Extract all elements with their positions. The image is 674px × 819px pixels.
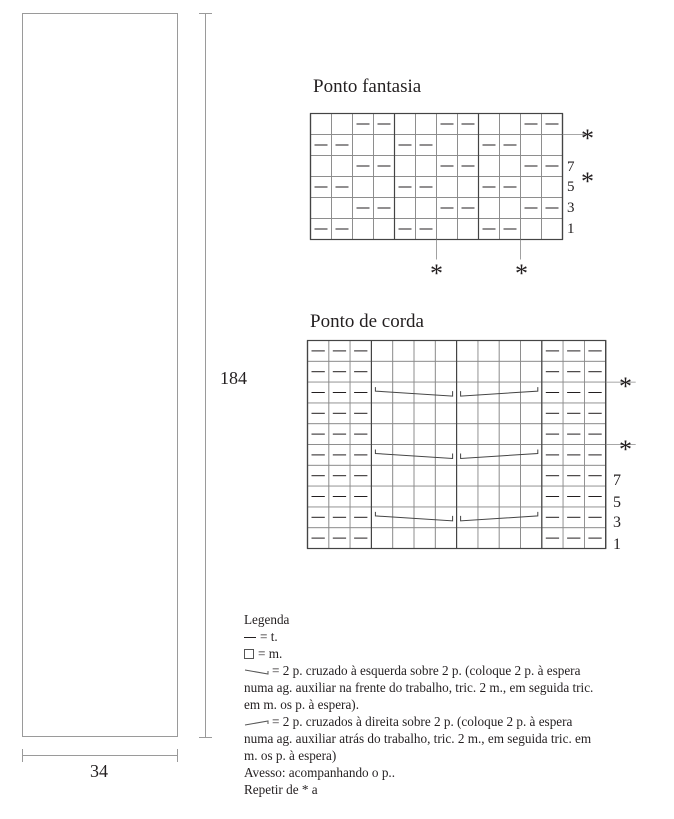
chart2-row-7: 7 <box>613 472 621 489</box>
grid-cell <box>435 507 456 528</box>
grid-cell <box>500 114 521 135</box>
grid-cell <box>521 341 542 362</box>
chart1-grid <box>300 105 610 288</box>
grid-cell <box>416 198 437 219</box>
legend-repetir: Repetir de * a <box>244 782 318 797</box>
grid-cell <box>521 403 542 424</box>
grid-cell <box>435 361 456 382</box>
grid-cell <box>374 177 395 198</box>
grid-cell <box>393 361 414 382</box>
grid-cell <box>457 445 478 466</box>
purl-symbol-icon <box>244 649 254 659</box>
grid-cell <box>478 403 499 424</box>
piece-outline <box>23 14 178 737</box>
grid-cell <box>332 156 353 177</box>
legend-cross-right-line-2: numa ag. auxiliar atrás do trabalho, tric. 2 m., em seguida tric. em <box>244 731 592 746</box>
grid-cell <box>435 465 456 486</box>
chart1-row-1: 1 <box>567 221 575 237</box>
chart1-row-5: 5 <box>567 179 575 195</box>
grid-cell <box>521 528 542 549</box>
grid-cell <box>500 156 521 177</box>
chart1-row-7: 7 <box>567 159 575 175</box>
grid-cell <box>435 445 456 466</box>
grid-cell <box>521 135 542 156</box>
legend-cross-left-line-3: em m. os p. à espera). <box>244 697 359 712</box>
legend-avesso: Avesso: acompanhando o p.. <box>244 765 396 780</box>
grid-cell <box>371 486 392 507</box>
grid-cell <box>435 403 456 424</box>
chart2-row-1: 1 <box>613 536 621 553</box>
grid-cell <box>414 486 435 507</box>
grid-cell <box>395 156 416 177</box>
width-label: 34 <box>90 761 108 781</box>
grid-cell <box>393 465 414 486</box>
legend-knit-text: = t. <box>260 629 278 644</box>
grid-cell <box>311 114 332 135</box>
grid-cell <box>374 135 395 156</box>
grid-cell <box>457 341 478 362</box>
grid-cell <box>311 156 332 177</box>
legend-title: Legenda <box>244 612 290 627</box>
chart2-row-3: 3 <box>613 514 621 531</box>
grid-cell <box>457 382 478 403</box>
grid-cell <box>393 424 414 445</box>
grid-cell <box>478 382 499 403</box>
cross-right-symbol-icon <box>244 719 270 727</box>
grid-cell <box>521 465 542 486</box>
legend-cross-right-line-1: = 2 p. cruzados à direita sobre 2 p. (coloque 2 p. à espera <box>244 713 593 730</box>
chart2-star-mid: * <box>619 435 632 464</box>
grid-cell <box>393 528 414 549</box>
grid-cell <box>416 114 437 135</box>
grid-cell <box>457 361 478 382</box>
grid-cell <box>457 528 478 549</box>
grid-cell <box>371 528 392 549</box>
grid-cell <box>435 528 456 549</box>
grid-cell <box>371 465 392 486</box>
chart1-star-right-mid: * <box>581 167 594 196</box>
grid-cell <box>395 114 416 135</box>
grid-cell <box>435 486 456 507</box>
grid-cell <box>478 445 499 466</box>
chart2-star-top: * <box>619 372 632 401</box>
grid-cell <box>393 486 414 507</box>
grid-cell <box>395 198 416 219</box>
grid-cell <box>435 382 456 403</box>
grid-cell <box>371 424 392 445</box>
grid-cell <box>332 198 353 219</box>
cross-left-symbol-icon <box>244 668 270 676</box>
grid-cell <box>478 361 499 382</box>
grid-cell <box>414 465 435 486</box>
legend-purl-text: = m. <box>258 646 283 661</box>
grid-cell <box>353 219 374 240</box>
grid-cell <box>353 177 374 198</box>
chart1-star-bottom-left: * <box>430 259 443 288</box>
grid-cell <box>458 135 479 156</box>
chart2-title: Ponto de corda <box>310 311 424 332</box>
legend-knit <box>244 628 593 645</box>
grid-cell <box>414 382 435 403</box>
grid-cell <box>479 156 500 177</box>
chart1-star-bottom-right: * <box>515 259 528 288</box>
grid-cell <box>414 528 435 549</box>
grid-cell <box>311 198 332 219</box>
grid-cell <box>478 465 499 486</box>
grid-cell <box>371 403 392 424</box>
grid-cell <box>542 219 563 240</box>
legend-purl <box>244 645 593 662</box>
chart2-grid <box>300 335 640 560</box>
grid-cell <box>393 403 414 424</box>
grid-cell <box>435 341 456 362</box>
grid-cell <box>479 114 500 135</box>
grid-cell <box>457 403 478 424</box>
chart1-row-3: 3 <box>567 200 575 216</box>
grid-cell <box>414 507 435 528</box>
grid-cell <box>521 361 542 382</box>
grid-cell <box>500 198 521 219</box>
grid-cell <box>458 177 479 198</box>
grid-cell <box>478 528 499 549</box>
grid-cell <box>499 465 520 486</box>
grid-cell <box>499 486 520 507</box>
grid-cell <box>414 424 435 445</box>
grid-cell <box>521 424 542 445</box>
grid-cell <box>478 424 499 445</box>
grid-cell <box>371 341 392 362</box>
grid-cell <box>499 424 520 445</box>
grid-cell <box>521 177 542 198</box>
legend-cross-right-line-3: m. os p. à espera) <box>244 748 337 763</box>
grid-cell <box>414 403 435 424</box>
grid-cell <box>332 114 353 135</box>
grid-cell <box>499 361 520 382</box>
chart1-title: Ponto fantasia <box>313 76 422 97</box>
grid-cell <box>374 219 395 240</box>
grid-cell <box>479 198 500 219</box>
chart1-star-right-top: * <box>581 124 594 153</box>
grid-cell <box>457 424 478 445</box>
grid-cell <box>499 403 520 424</box>
legend-cross-left-line-1: = 2 p. cruzado à esquerda sobre 2 p. (coloque 2 p. à espera <box>244 662 593 679</box>
grid-cell <box>353 135 374 156</box>
knit-symbol-icon <box>244 637 256 638</box>
legend <box>244 611 593 798</box>
grid-cell <box>371 361 392 382</box>
grid-cell <box>414 341 435 362</box>
grid-cell <box>499 341 520 362</box>
grid-cell <box>393 341 414 362</box>
grid-cell <box>437 219 458 240</box>
legend-cross-left-line-2: numa ag. auxiliar na frente do trabalho, tric. 2 m., em seguida tric. <box>244 680 594 695</box>
grid-cell <box>437 135 458 156</box>
grid-cell <box>414 445 435 466</box>
grid-cell <box>478 341 499 362</box>
grid-cell <box>457 486 478 507</box>
grid-cell <box>416 156 437 177</box>
grid-cell <box>521 219 542 240</box>
grid-cell <box>521 486 542 507</box>
grid-cell <box>457 507 478 528</box>
grid-cell <box>542 135 563 156</box>
grid-cell <box>499 528 520 549</box>
chart2-row-5: 5 <box>613 494 621 511</box>
grid-cell <box>478 507 499 528</box>
grid-cell <box>478 486 499 507</box>
grid-cell <box>437 177 458 198</box>
grid-cell <box>414 361 435 382</box>
height-label: 184 <box>220 368 247 388</box>
grid-cell <box>457 465 478 486</box>
grid-cell <box>435 424 456 445</box>
grid-cell <box>458 219 479 240</box>
grid-cell <box>542 177 563 198</box>
